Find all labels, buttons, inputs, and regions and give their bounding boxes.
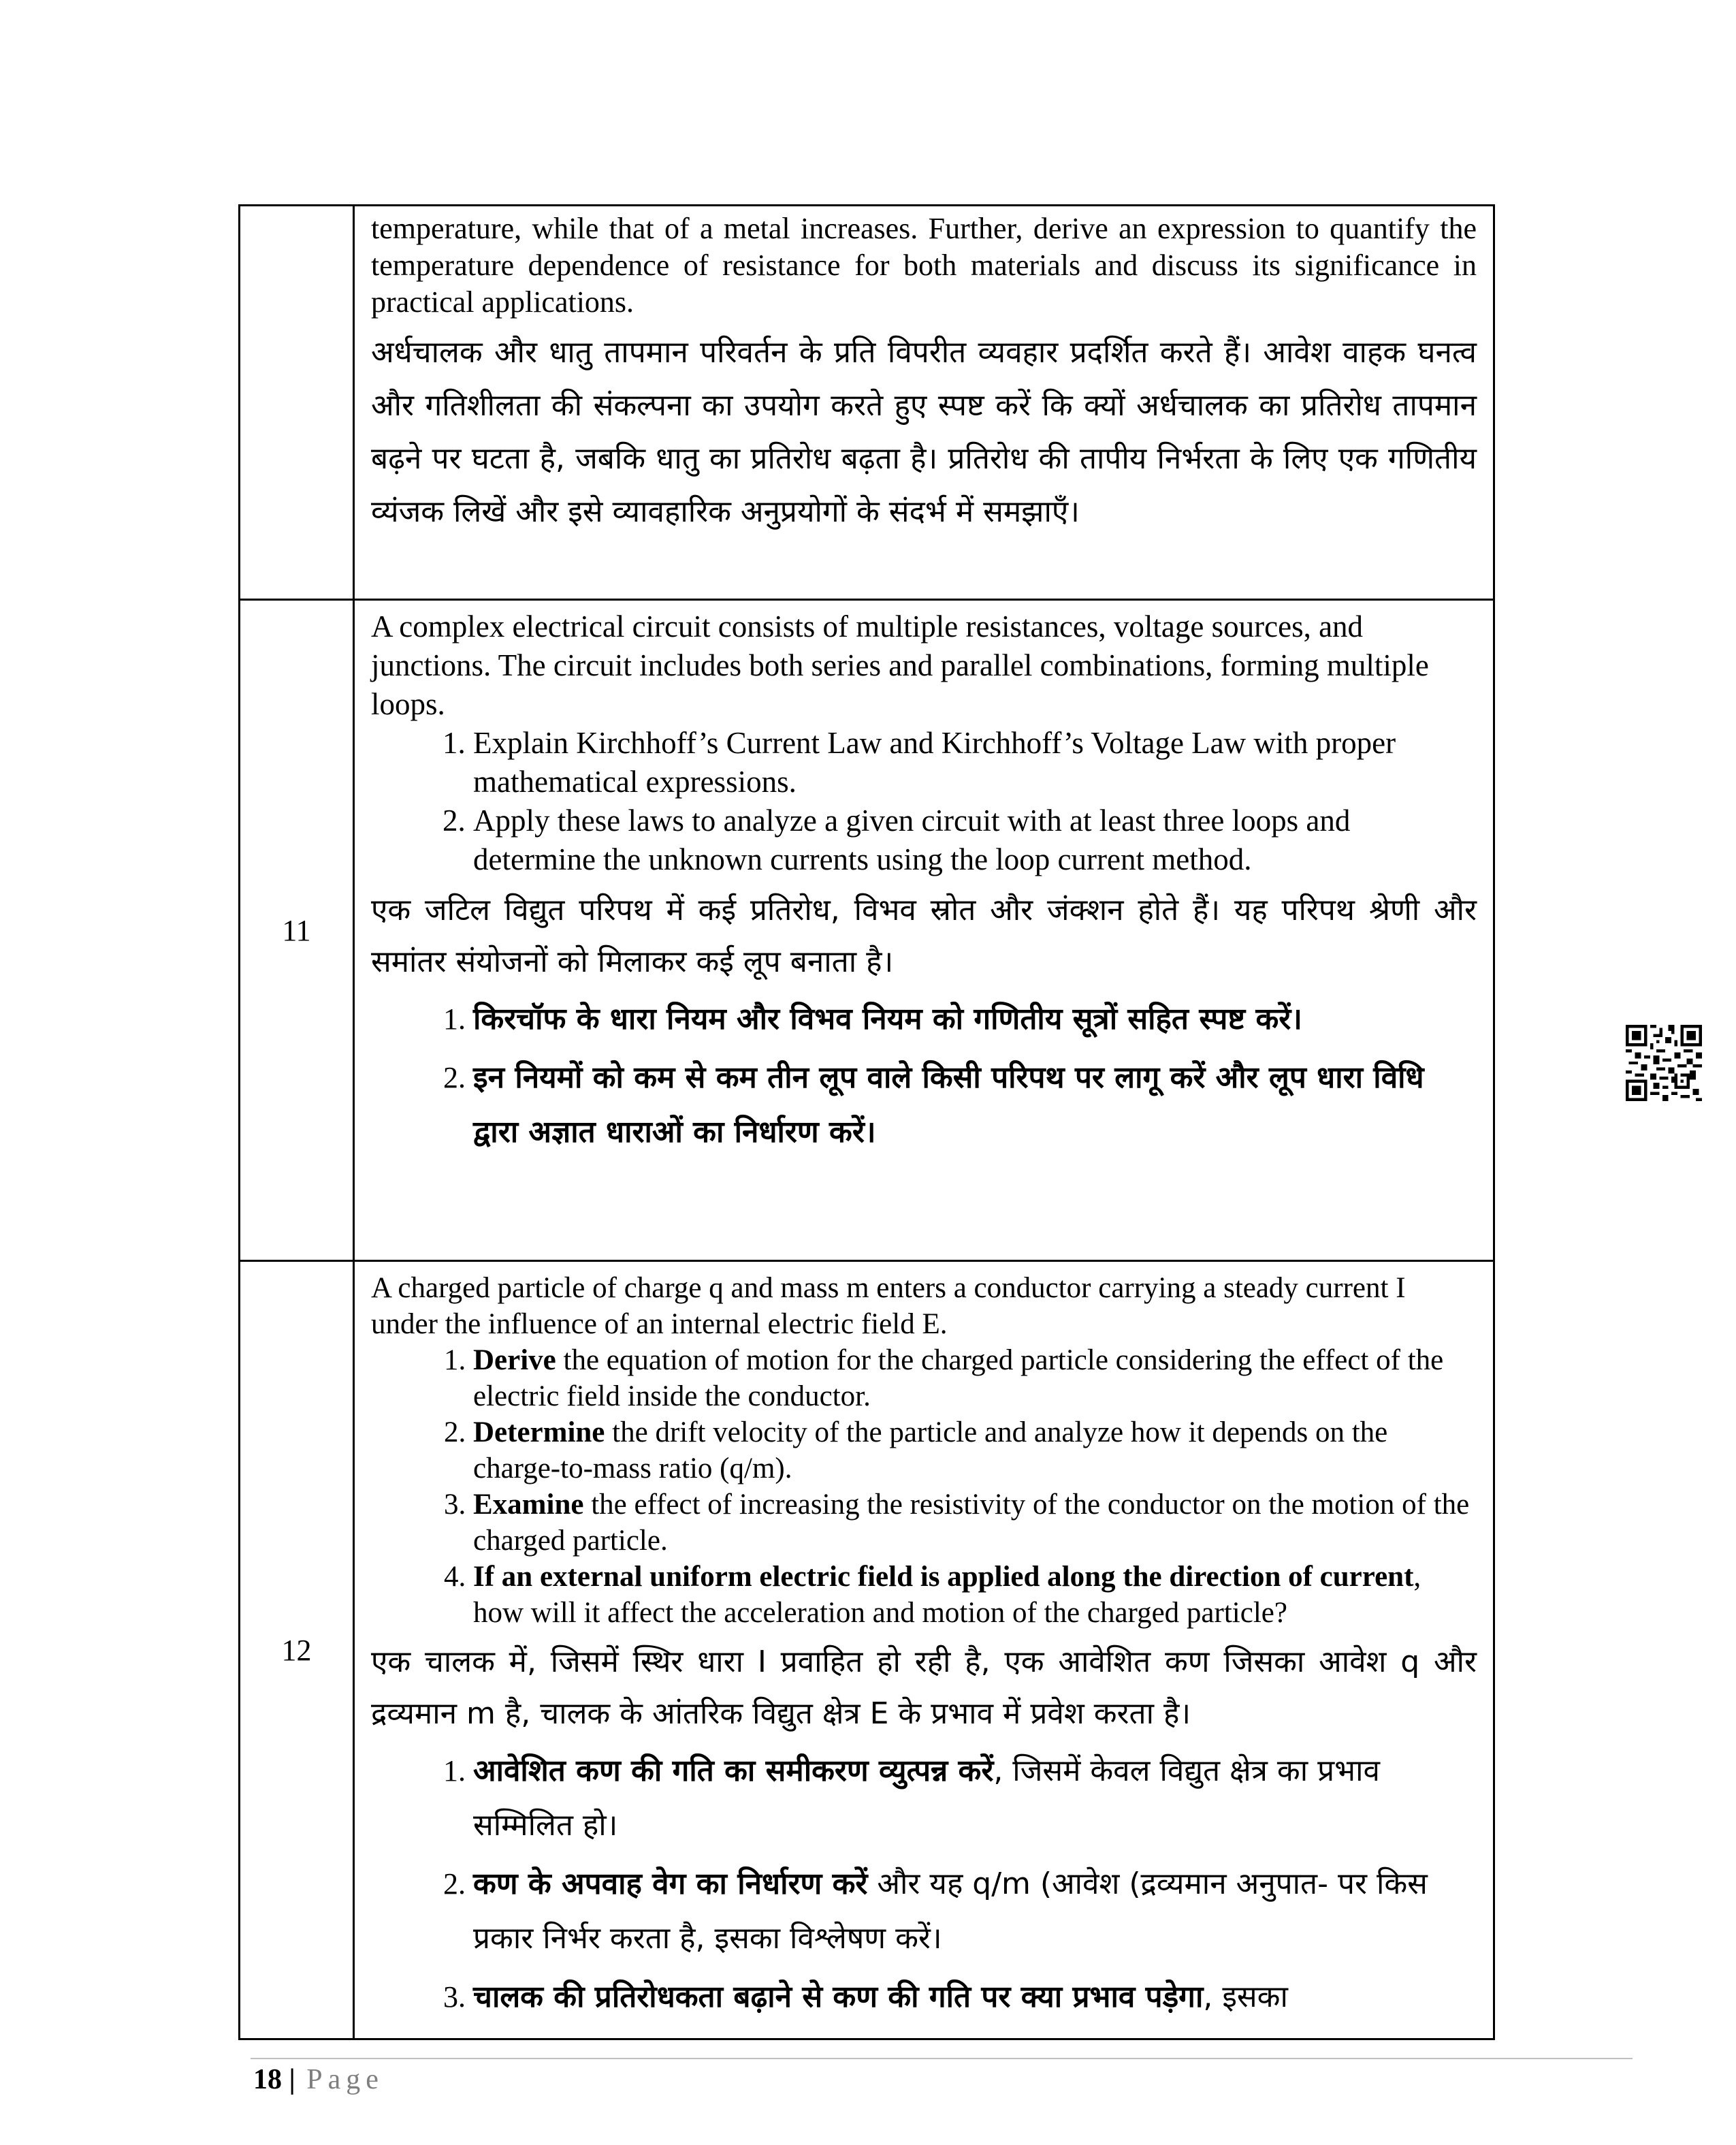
list-item-text: , जिसमें केवल विद्युत क्षेत्र का प्रभाव सम्मिलित हो। — [473, 1753, 1380, 1843]
list-item: 1. Explain Kirchhoff’s Current Law and Kirchhoff’s Voltage Law with proper mathematical expressions. — [473, 724, 1477, 801]
english-list — [371, 1342, 1477, 1631]
list-item-text: the equation of motion for the charged particle considering the effect of the electric field inside the conductor. — [473, 1344, 1444, 1412]
list-item — [473, 1342, 1477, 1414]
qr-code-icon — [1626, 1023, 1702, 1103]
list-item-text: the effect of increasing the resistivity of the conductor on the motion of the charged particle. — [473, 1489, 1470, 1557]
question-content — [354, 206, 1494, 600]
list-item: 2. Apply these laws to analyze a given circuit with at least three loops and determine the unknown currents using the loop current method. — [473, 801, 1477, 879]
list-item-bold: Derive — [473, 1344, 556, 1376]
list-item: 2. इन नियमों को कम से कम तीन लूप वाले किसी परिपथ पर लागू करें और लूप धारा विधि द्वारा अज्ञात धाराओं का निर्धारण करें। — [473, 1051, 1477, 1160]
list-item — [473, 1487, 1477, 1559]
qr-code-graphic — [1626, 1023, 1702, 1103]
question-number: 11 — [240, 600, 354, 1261]
list-item: 1. किरचॉफ के धारा नियम और विभव नियम को गणितीय सूत्रों सहित स्पष्ट करें। — [473, 992, 1477, 1047]
hindi-paragraph: अर्धचालक और धातु तापमान परिवर्तन के प्रति विपरीत व्यवहार प्रदर्शित करते हैं। आवेश वाहक घनत्व और गतिशीलता की संकल्पना का उपयोग करते हुए स्पष्ट करें कि क्यों अर्धचालक का प्रतिरोध तापमान बढ़ने पर घटता है, जबकि धातु का प्रतिरोध बढ़ता है। प्रतिरोध की तापीय निर्भरता के लिए एक गणितीय व्यंजक लिखें और इसे व्यावहारिक अनुप्रयोगों के संदर्भ में समझाएँ। — [371, 335, 1477, 529]
list-item — [473, 1857, 1477, 1966]
page-footer — [253, 2063, 384, 2096]
list-item — [473, 1744, 1477, 1853]
list-item-bold: Determine — [473, 1416, 605, 1448]
hindi-list — [371, 992, 1477, 1160]
list-item-bold: आवेशित कण की गति का समीकरण व्युत्पन्न करें — [473, 1753, 994, 1788]
table-row — [240, 1261, 1494, 2039]
hindi-paragraph: एक जटिल विद्युत परिपथ में कई प्रतिरोध, विभव स्रोत और जंक्शन होते हैं। यह परिपथ श्रेणी और समांतर संयोजनों को मिलाकर कई लूप बनाता है। — [371, 893, 1477, 979]
hindi-paragraph: एक चालक में, जिसमें स्थिर धारा I प्रवाहित हो रही है, एक आवेशित कण जिसका आवेश q और द्रव्यमान m है, चालक के आंतरिक विद्युत क्षेत्र E के प्रभाव में प्रवेश करता है। — [371, 1644, 1477, 1731]
list-item-bold: Examine — [473, 1489, 584, 1521]
page-number: 18 — [253, 2064, 282, 2095]
question-table — [238, 204, 1495, 2040]
table-row — [240, 600, 1494, 1261]
page-label: Page — [306, 2064, 384, 2095]
question-content — [354, 600, 1494, 1261]
question-number — [240, 206, 354, 600]
english-paragraph: A complex electrical circuit consists of multiple resistances, voltage sources, and junctions. The circuit includes both series and parallel combinations, forming multiple loops. — [371, 609, 1429, 721]
question-content — [354, 1261, 1494, 2039]
footer-separator: | — [289, 2064, 295, 2095]
question-number: 12 — [240, 1261, 354, 2039]
list-item-text: और यह q/m (आवेश (द्रव्यमान अनुपात- पर किस प्रकार निर्भर करता है, इसका विश्लेषण करें। — [473, 1866, 1428, 1956]
english-list — [371, 724, 1477, 879]
english-paragraph: temperature, while that of a metal increases. Further, derive an expression to quantify the temperature dependence of resistance for both materials and discuss its significance in practical applications. — [371, 212, 1477, 319]
list-item — [473, 1559, 1477, 1631]
hindi-list — [371, 1744, 1477, 2024]
footer-divider — [251, 2058, 1633, 2059]
list-item-text: the drift velocity of the particle and analyze how it depends on the charge-to-mass ratio (q/m). — [473, 1416, 1388, 1484]
list-item-bold: कण के अपवाह वेग का निर्धारण करें — [473, 1866, 868, 1901]
list-item-text: , इसका — [1203, 1980, 1288, 2014]
list-item-bold: चालक की प्रतिरोधकता बढ़ाने से कण की गति पर क्या प्रभाव पड़ेगा — [473, 1980, 1204, 2014]
list-item-bold: If an external uniform electric field is applied along the direction of current — [473, 1561, 1414, 1593]
table-row — [240, 206, 1494, 600]
list-item — [473, 1970, 1477, 2024]
list-item-text: , how will it affect the acceleration and motion of the charged particle? — [473, 1561, 1421, 1629]
list-item — [473, 1414, 1477, 1487]
english-paragraph: A charged particle of charge q and mass m enters a conductor carrying a steady current I under the influence of an internal electric field E. — [371, 1272, 1406, 1340]
